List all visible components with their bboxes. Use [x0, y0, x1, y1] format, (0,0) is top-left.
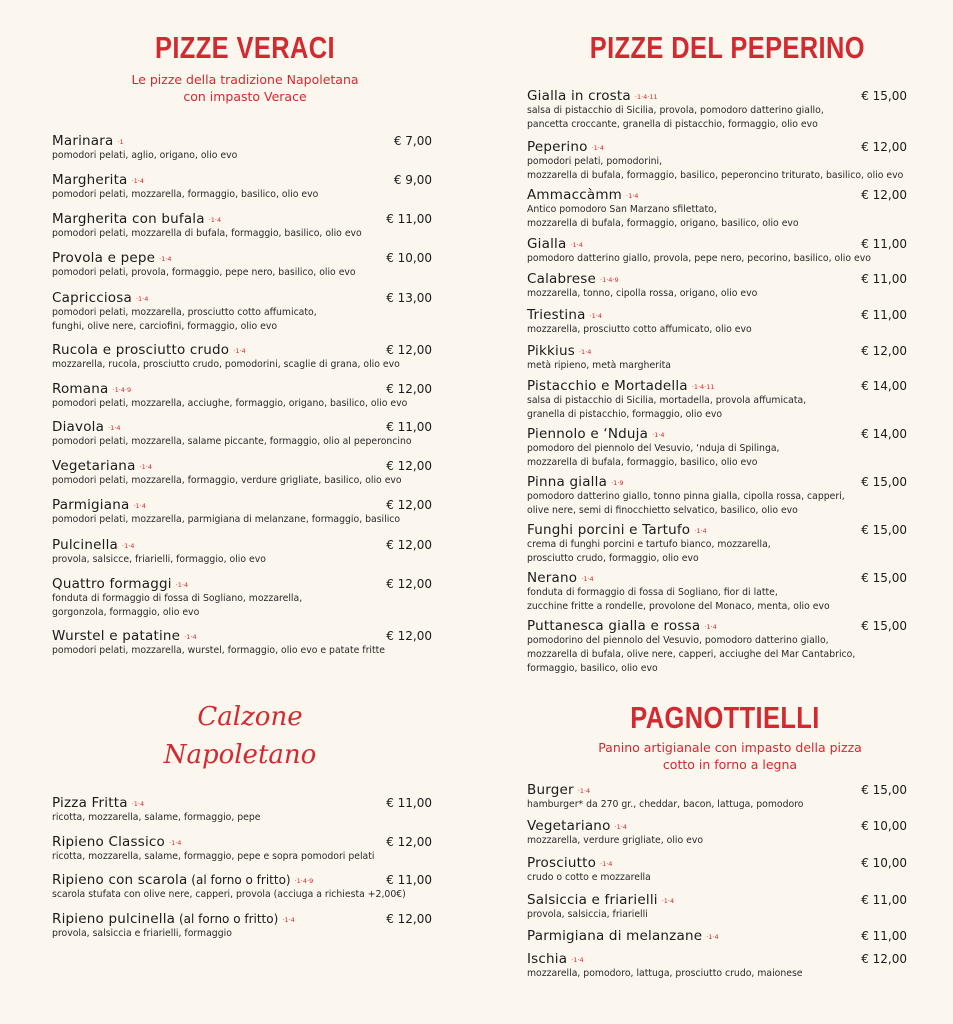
menu-item-description: pomodori pelati, mozzarella, parmigiana di melanzane, formaggio, basilico [52, 514, 401, 525]
menu-item-price: € 15,00 [861, 571, 907, 585]
menu-item-title [52, 339, 246, 358]
allergen-codes: ·1·4 [282, 916, 295, 924]
menu-item-name: Puttanesca gialla e rossa [527, 618, 701, 634]
menu-item [52, 416, 432, 449]
menu-item-price: € 13,00 [386, 291, 432, 305]
menu-item-name: Romana [52, 381, 109, 397]
menu-item-title [527, 136, 604, 155]
menu-item [52, 573, 432, 620]
menu-item [527, 184, 907, 231]
menu-item-name: Funghi porcini e Tartufo [527, 522, 691, 538]
allergen-codes: ·1·4 [570, 241, 583, 249]
menu-item [527, 519, 907, 566]
menu-item-price: € 11,00 [861, 893, 907, 907]
menu-item-header [52, 416, 432, 435]
menu-item-price: € 7,00 [393, 134, 432, 148]
menu-item-name: Vegetariana [52, 458, 136, 474]
allergen-codes: ·1·4 [108, 424, 121, 432]
allergen-codes: ·1·4·11 [634, 93, 658, 101]
menu-item-description: pomodori pelati, mozzarella, formaggio, verdure grigliate, basilico, olio evo [52, 475, 402, 486]
menu-item-description: pomodori pelati, mozzarella, salame piccante, formaggio, olio al peperoncino [52, 436, 412, 447]
menu-item-header [527, 268, 907, 287]
menu-item [52, 455, 432, 488]
menu-item-name: Quattro formaggi [52, 576, 172, 592]
menu-item-header [527, 948, 907, 967]
menu-item-header [52, 247, 432, 266]
menu-item-price: € 12,00 [386, 538, 432, 552]
menu-item-description: provola, salsicce, friarielli, formaggio, olio evo [52, 554, 266, 565]
menu-item-description: salsa di pistacchio di Sicilia, mortadella, provola affumicata, [527, 395, 807, 406]
menu-item-description: mozzarella, rucola, prosciutto crudo, pomodorini, scaglie di grana, olio evo [52, 359, 400, 370]
menu-item-name: Ripieno Classico [52, 834, 166, 850]
allergen-codes: ·1·4 [626, 192, 639, 200]
menu-item-description: pomodorino del piennolo del Vesuvio, pomodoro datterino giallo, [527, 635, 829, 646]
menu-item [527, 423, 907, 470]
menu-item-header [527, 184, 907, 203]
menu-item-title [52, 378, 131, 397]
menu-item-description: metà ripieno, metà margherita [527, 360, 671, 371]
menu-item [527, 815, 907, 848]
pizze-peperino-title: PIZZE DEL PEPERINO [589, 30, 865, 65]
menu-item-title [527, 471, 623, 490]
menu-item-header [527, 925, 907, 944]
menu-item-name: Salsiccia e friarielli [527, 892, 658, 908]
menu-item-header [527, 375, 907, 394]
menu-item-name: Ripieno pulcinella [52, 911, 176, 927]
menu-item [527, 340, 907, 373]
menu-item-title [527, 615, 717, 634]
menu-item [527, 889, 907, 922]
menu-item-price: € 12,00 [861, 188, 907, 202]
menu-item-name: Diavola [52, 419, 105, 435]
menu-item-description: pomodoro datterino giallo, tonno pinna gialla, cipolla rossa, capperi, [527, 491, 845, 502]
menu-item-name: Margherita con bufala [52, 211, 205, 227]
menu-item-price: € 15,00 [861, 89, 907, 103]
menu-item [52, 908, 432, 941]
menu-item-header [527, 136, 907, 155]
allergen-codes: ·1·4 [175, 581, 189, 589]
menu-item-name: Marinara [52, 133, 114, 149]
allergen-codes: ·1·4 [131, 177, 144, 185]
menu-item-name: Ripieno con scarola [52, 872, 188, 888]
menu-item [527, 948, 907, 981]
menu-item [527, 233, 907, 266]
allergen-codes: ·1·4 [571, 956, 584, 964]
menu-item-description: provola, salsiccia, friarielli [527, 909, 648, 920]
allergen-codes: ·1·4 [591, 144, 604, 152]
menu-item-description: mozzarella di bufala, formaggio, basilico, olio evo [527, 456, 758, 468]
allergen-codes: ·1·4 [581, 575, 594, 583]
menu-item-name: Pikkius [527, 343, 575, 359]
menu-item-title [527, 423, 665, 442]
menu-item-header [52, 831, 432, 850]
menu-item-description: Antico pomodoro San Marzano sfilettato, [527, 204, 717, 215]
menu-item-price: € 12,00 [861, 140, 907, 154]
menu-item-name: Peperino [527, 139, 588, 155]
menu-item-price: € 12,00 [386, 629, 432, 643]
menu-item-title [527, 852, 612, 871]
menu-item-description: mozzarella di bufala, formaggio, basilico, peperoncino triturato, basilico, olio evo [527, 169, 904, 181]
menu-item-title [52, 625, 197, 644]
allergen-codes: ·1·4 [122, 542, 135, 550]
menu-item-price: € 15,00 [861, 783, 907, 797]
menu-item-price: € 15,00 [861, 523, 907, 537]
menu-item-title [527, 948, 584, 967]
menu-item-description: pomodoro del piennolo del Vesuvio, ‘nduja di Spilinga, [527, 443, 780, 454]
menu-item-price: € 14,00 [861, 427, 907, 441]
menu-item-title [527, 184, 638, 203]
menu-item-title [52, 247, 172, 266]
menu-item-description: salsa di pistacchio di Sicilia, provola, pomodoro datterino giallo, [527, 105, 824, 116]
allergen-codes: ·1·4 [133, 502, 146, 510]
menu-item-description: provola, salsiccia e friarielli, formaggio [52, 928, 232, 939]
pagnottielli-subtitle: Panino artigianale con impasto della pizza cotto in forno a legna [598, 740, 862, 772]
allergen-codes: ·1·4 [706, 933, 719, 941]
menu-item [52, 208, 432, 241]
menu-item [527, 375, 907, 422]
allergen-codes: ·1·4 [652, 431, 665, 439]
allergen-codes: ·1·4·11 [691, 383, 715, 391]
menu-item-name: Parmigiana di melanzane [527, 928, 703, 944]
menu-item-name: Calabrese [527, 271, 596, 287]
menu-item [52, 247, 432, 280]
menu-item-name: Rucola e prosciutto crudo [52, 342, 230, 358]
menu-item-description: olive nere, semi di finocchietto selvatico, basilico, olio evo [527, 504, 798, 516]
menu-item-price: € 11,00 [861, 237, 907, 251]
menu-item-header [52, 869, 432, 888]
menu-item-price: € 11,00 [386, 212, 432, 226]
menu-item-title [527, 779, 590, 798]
allergen-codes: ·1·4 [233, 347, 246, 355]
menu-item-header [52, 378, 432, 397]
menu-item-description: pomodori pelati, provola, formaggio, pepe nero, basilico, olio evo [52, 267, 356, 278]
menu-item-header [527, 519, 907, 538]
menu-item-header [527, 615, 907, 634]
allergen-codes: ·1·4 [139, 463, 152, 471]
menu-item-price: € 12,00 [386, 912, 432, 926]
menu-item-header [527, 85, 907, 104]
menu-item-name: Pizza Fritta [52, 795, 128, 811]
allergen-codes: ·1 [117, 138, 124, 146]
menu-item-price: € 15,00 [861, 619, 907, 633]
menu-item-price: € 12,00 [386, 343, 432, 357]
pagnottielli-title: PAGNOTTIELLI [630, 700, 820, 735]
menu-item-description: pomodori pelati, mozzarella, prosciutto cotto affumicato, [52, 307, 317, 318]
menu-item-title [52, 416, 121, 435]
menu-item-description: pomodoro datterino giallo, provola, pepe nero, pecorino, basilico, olio evo [527, 253, 871, 264]
menu-item [527, 615, 907, 675]
menu-item-name: Nerano [527, 570, 578, 586]
menu-item-title [527, 567, 594, 586]
menu-item-header [52, 908, 432, 927]
allergen-codes: ·1·4 [600, 860, 613, 868]
menu-item-header [52, 494, 432, 513]
allergen-codes: ·1·4·9 [294, 877, 314, 885]
menu-item-name: Gialla in crosta [527, 88, 631, 104]
menu-item [527, 268, 907, 301]
allergen-codes: ·1·4·9 [112, 386, 132, 394]
menu-item-description: mozzarella, prosciutto cotto affumicato, olio evo [527, 324, 752, 335]
menu-item-description: pomodori pelati, mozzarella, wurstel, formaggio, olio evo e patate fritte [52, 645, 385, 656]
menu-item-title [527, 268, 619, 287]
menu-item-note: (al forno o fritto) [175, 912, 279, 926]
menu-item-header [52, 573, 432, 592]
menu-item-description: mozzarella, verdure grigliate, olio evo [527, 835, 704, 846]
menu-item-header [527, 567, 907, 586]
menu-item-title [527, 375, 715, 394]
menu-item-header [52, 625, 432, 644]
menu-item [52, 494, 432, 527]
menu-item-title [527, 85, 658, 104]
menu-item-description: pomodori pelati, mozzarella, acciughe, formaggio, origano, basilico, olio evo [52, 398, 408, 409]
menu-item [52, 792, 432, 825]
menu-item-header [527, 340, 907, 359]
menu-item-name: Capricciosa [52, 290, 132, 306]
menu-item [52, 339, 432, 372]
menu-item-name: Vegetariano [527, 818, 611, 834]
menu-item-description: pomodori pelati, mozzarella di bufala, formaggio, basilico, olio evo [52, 228, 362, 239]
menu-item-description: pomodori pelati, mozzarella, formaggio, basilico, olio evo [52, 189, 319, 200]
menu-item-description: gorgonzola, formaggio, olio evo [52, 606, 200, 618]
menu-item-header [52, 130, 432, 149]
menu-item-title [52, 573, 188, 592]
menu-item-price: € 12,00 [386, 382, 432, 396]
menu-item-header [527, 815, 907, 834]
menu-item [527, 85, 907, 132]
menu-item-title [527, 304, 602, 323]
menu-item-price: € 11,00 [386, 796, 432, 810]
menu-item-title [527, 925, 719, 944]
menu-item-description: prosciutto crudo, formaggio, olio evo [527, 552, 699, 564]
menu-item-price: € 11,00 [861, 272, 907, 286]
menu-item-name: Pinna gialla [527, 474, 608, 490]
allergen-codes: ·1·4 [661, 897, 675, 905]
menu-item-name: Piennolo e ‘Nduja [527, 426, 649, 442]
allergen-codes: ·1·4 [614, 823, 627, 831]
menu-item [527, 136, 907, 183]
allergen-codes: ·1·4 [135, 295, 149, 303]
menu-item-header [52, 287, 432, 306]
menu-item-title [52, 869, 313, 888]
menu-item [527, 779, 907, 812]
menu-item-description: fonduta di formaggio di fossa di Sogliano, mozzarella, [52, 593, 303, 604]
menu-item-name: Provola e pepe [52, 250, 156, 266]
menu-item-title [527, 340, 591, 359]
menu-item [52, 869, 432, 902]
menu-item-price: € 9,00 [393, 173, 432, 187]
menu-item-header [52, 455, 432, 474]
menu-item-title [52, 130, 124, 149]
menu-item-name: Prosciutto [527, 855, 597, 871]
menu-item-name: Burger [527, 782, 574, 798]
pizze-veraci-subtitle: Le pizze della tradizione Napoletana con impasto Verace [131, 72, 359, 104]
allergen-codes: ·1·4 [169, 839, 182, 847]
menu-item-header [527, 889, 907, 908]
calzone-title: Calzone Napoletano [163, 702, 317, 770]
menu-item-description: scarola stufata con olive nere, capperi, provola (acciuga a richiesta +2,00€) [52, 889, 406, 900]
menu-item-price: € 12,00 [386, 459, 432, 473]
menu-item-description: mozzarella di bufala, olive nere, capperi, acciughe del Mar Cantabrico, [527, 648, 856, 660]
menu-item-description: pomodori pelati, aglio, origano, olio evo [52, 150, 238, 161]
allergen-codes: ·1·4 [208, 216, 222, 224]
menu-item-price: € 11,00 [861, 929, 907, 943]
menu-item-header [527, 304, 907, 323]
menu-item-description: hamburger* da 270 gr., cheddar, bacon, lattuga, pomodoro [527, 799, 804, 810]
menu-item-title [527, 889, 674, 908]
menu-item-title [527, 815, 627, 834]
allergen-codes: ·1·4 [184, 633, 197, 641]
menu-item-price: € 11,00 [386, 873, 432, 887]
menu-item-price: € 14,00 [861, 379, 907, 393]
menu-item-price: € 12,00 [386, 577, 432, 591]
menu-item-description: formaggio, basilico, olio evo [527, 662, 658, 674]
menu-item-name: Pistacchio e Mortadella [527, 378, 688, 394]
menu-item-price: € 12,00 [861, 952, 907, 966]
menu-item [52, 831, 432, 864]
menu-item-price: € 10,00 [861, 856, 907, 870]
menu-item-description: pomodori pelati, pomodorini, [527, 156, 663, 167]
menu-item [527, 471, 907, 518]
menu-item [52, 130, 432, 163]
menu-item-header [527, 423, 907, 442]
menu-item-title [52, 792, 144, 811]
allergen-codes: ·1·4·9 [600, 276, 619, 284]
allergen-codes: ·1·4 [589, 312, 602, 320]
menu-item-title [52, 831, 181, 850]
menu-item-header [52, 792, 432, 811]
menu-item-title [52, 908, 295, 927]
menu-item-description: funghi, olive nere, carciofini, formaggio, olio evo [52, 320, 278, 332]
menu-item-description: granella di pistacchio, formaggio, olio evo [527, 408, 723, 420]
menu-item-price: € 11,00 [386, 420, 432, 434]
menu-item-title [52, 208, 221, 227]
menu-item-header [52, 534, 432, 553]
menu-item-title [52, 494, 146, 513]
menu-item [527, 852, 907, 885]
menu-item-name: Gialla [527, 236, 567, 252]
menu-item-title [52, 455, 152, 474]
menu-item-title [52, 169, 144, 188]
menu-item [527, 567, 907, 614]
menu-item [52, 534, 432, 567]
allergen-codes: ·1·4 [578, 348, 592, 356]
menu-item-price: € 10,00 [861, 819, 907, 833]
menu-item-name: Ammaccàmm [527, 187, 623, 203]
menu-item-price: € 12,00 [861, 344, 907, 358]
menu-item-description: crudo o cotto e mozzarella [527, 872, 651, 883]
menu-item-description: ricotta, mozzarella, salame, formaggio, pepe [52, 812, 261, 823]
allergen-codes: ·1·9 [611, 479, 624, 487]
menu-item-description: pancetta croccante, granella di pistacchio, formaggio, olio evo [527, 118, 818, 130]
menu-item-name: Margherita [52, 172, 128, 188]
menu-item-title [527, 519, 707, 538]
menu-item-description: fonduta di formaggio di fossa di Sogliano, fior di latte, [527, 587, 778, 598]
allergen-codes: ·1·4 [704, 623, 717, 631]
menu-item [52, 169, 432, 202]
menu-item [527, 304, 907, 337]
menu-item-name: Parmigiana [52, 497, 130, 513]
menu-item-price: € 12,00 [386, 498, 432, 512]
menu-item-description: mozzarella, tonno, cipolla rossa, origano, olio evo [527, 288, 758, 299]
menu-item-description: ricotta, mozzarella, salame, formaggio, pepe e sopra pomodori pelati [52, 851, 375, 862]
menu-item-header [52, 208, 432, 227]
allergen-codes: ·1·4 [694, 527, 707, 535]
menu-item-name: Triestina [527, 307, 586, 323]
menu-item-header [527, 779, 907, 798]
menu-item-price: € 15,00 [861, 475, 907, 489]
menu-item-price: € 10,00 [386, 251, 432, 265]
menu-item-header [527, 233, 907, 252]
allergen-codes: ·1·4 [159, 255, 172, 263]
menu-item-title [527, 233, 583, 252]
menu-item-description: mozzarella di bufala, formaggio, origano, basilico, olio evo [527, 217, 799, 229]
menu-item-name: Pulcinella [52, 537, 119, 553]
menu-item-description: mozzarella, pomodoro, lattuga, prosciutto crudo, maionese [527, 968, 803, 979]
menu-item-header [527, 471, 907, 490]
menu-item-note: (al forno o fritto) [187, 873, 291, 887]
menu-item-name: Wurstel e patatine [52, 628, 181, 644]
menu-item-name: Ischia [527, 951, 568, 967]
menu-item-header [527, 852, 907, 871]
menu-item-description: crema di funghi porcini e tartufo bianco, mozzarella, [527, 539, 771, 550]
allergen-codes: ·1·4 [131, 800, 145, 808]
menu-item-description: zucchine fritte a rondelle, provolone del Monaco, menta, olio evo [527, 600, 830, 612]
menu-item [527, 925, 907, 944]
menu-item-price: € 11,00 [861, 308, 907, 322]
menu-item [52, 287, 432, 334]
menu-item-header [52, 339, 432, 358]
menu-item-header [52, 169, 432, 188]
allergen-codes: ·1·4 [577, 787, 591, 795]
menu-item-price: € 12,00 [386, 835, 432, 849]
menu-item-title [52, 534, 134, 553]
menu-item [52, 625, 432, 658]
pizze-veraci-title: PIZZE VERACI [154, 30, 336, 65]
menu-item-title [52, 287, 148, 306]
menu-item [52, 378, 432, 411]
